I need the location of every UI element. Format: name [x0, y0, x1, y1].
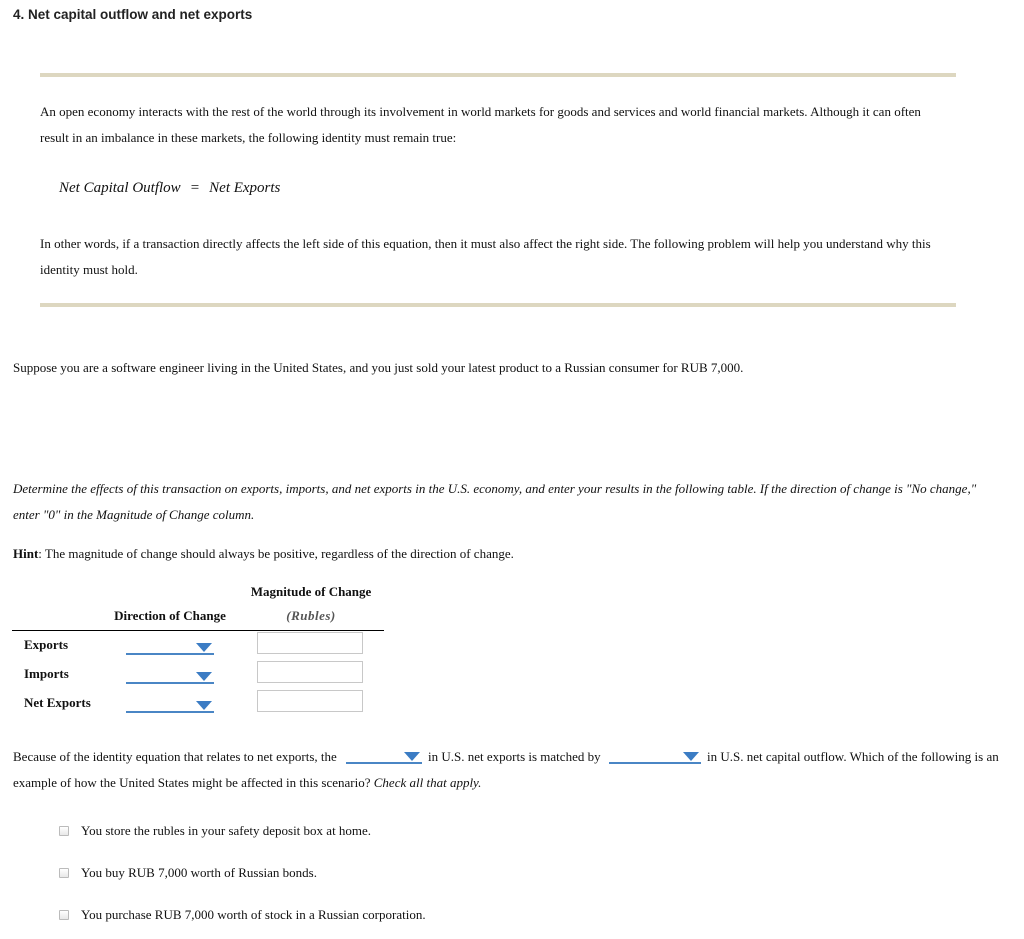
chevron-down-icon — [404, 752, 420, 761]
intro-line-2: result in an imbalance in these markets, the following identity must remain true: — [40, 130, 457, 145]
identity-question-part-2: in U.S. net exports is matched by — [428, 749, 601, 764]
identity-question-part-1: Because of the identity equation that relates to net exports, the — [13, 749, 337, 764]
direction-dropdown-exports[interactable] — [126, 641, 214, 655]
table-header-rule — [12, 630, 384, 631]
net-capital-outflow-change-dropdown[interactable] — [609, 750, 701, 764]
bottom-divider — [40, 303, 956, 307]
net-exports-change-dropdown[interactable] — [346, 750, 422, 764]
row-label-net-exports: Net Exports — [24, 695, 91, 710]
magnitude-input-imports[interactable] — [257, 661, 363, 683]
instructions-line-2: enter "0" in the Magnitude of Change column. — [13, 507, 255, 522]
identity-equation — [59, 180, 280, 197]
instructions-line-1: Determine the effects of this transaction on exports, imports, and net exports in the U.S. economy, and enter your results in the following table. If the direction of change is "No change," — [13, 481, 977, 496]
chevron-down-icon — [196, 672, 212, 681]
chevron-down-icon — [196, 701, 212, 710]
row-label-exports: Exports — [24, 637, 69, 652]
top-divider — [40, 73, 956, 77]
explain-line-2: identity must hold. — [40, 262, 138, 277]
identity-question-text: example of how the United States might be affected in this scenario? — [13, 775, 371, 790]
direction-dropdown-imports[interactable] — [126, 670, 214, 684]
row-label-imports: Imports — [24, 666, 69, 681]
option-label-1[interactable]: You store the rubles in your safety deposit box at home. — [81, 823, 372, 838]
scenario-text: Suppose you are a software engineer living in the United States, and you just sold your latest product to a Russian consumer for RUB 7,000. — [13, 360, 744, 375]
intro-line-1: An open economy interacts with the rest of the world through its involvement in world markets for goods and services and world financial markets. Although it can often — [40, 104, 921, 119]
option-label-2[interactable]: You buy RUB 7,000 worth of Russian bonds. — [81, 865, 317, 880]
magnitude-header: Magnitude of Change — [250, 584, 372, 599]
hint-label: Hint — [13, 546, 39, 561]
identity-operator: = — [190, 180, 200, 196]
direction-dropdown-net-exports[interactable] — [126, 699, 214, 713]
explain-line-1: In other words, if a transaction directly affects the left side of this equation, then it must also affect the right side. The following problem will help you understand why this — [40, 236, 931, 251]
hint-text — [13, 541, 514, 567]
option-checkbox-3[interactable] — [59, 910, 69, 920]
identity-left: Net Capital Outflow — [59, 180, 181, 196]
magnitude-units-header: (Rubles) — [286, 608, 336, 623]
hint-body: : The magnitude of change should always be positive, regardless of the direction of change. — [38, 546, 514, 561]
option-checkbox-2[interactable] — [59, 868, 69, 878]
option-label-3[interactable]: You purchase RUB 7,000 worth of stock in a Russian corporation. — [81, 907, 426, 922]
identity-question-part-3: in U.S. net capital outflow. Which of the following is an — [707, 749, 999, 764]
magnitude-input-exports[interactable] — [257, 632, 363, 654]
magnitude-input-net-exports[interactable] — [257, 690, 363, 712]
identity-question-line-2 — [13, 770, 481, 796]
check-all-instruction: Check all that apply. — [373, 775, 482, 790]
chevron-down-icon — [683, 752, 699, 761]
chevron-down-icon — [196, 643, 212, 652]
option-checkbox-1[interactable] — [59, 826, 69, 836]
direction-header: Direction of Change — [114, 608, 226, 623]
question-title: 4. Net capital outflow and net exports — [13, 7, 253, 22]
identity-right: Net Exports — [209, 180, 281, 196]
